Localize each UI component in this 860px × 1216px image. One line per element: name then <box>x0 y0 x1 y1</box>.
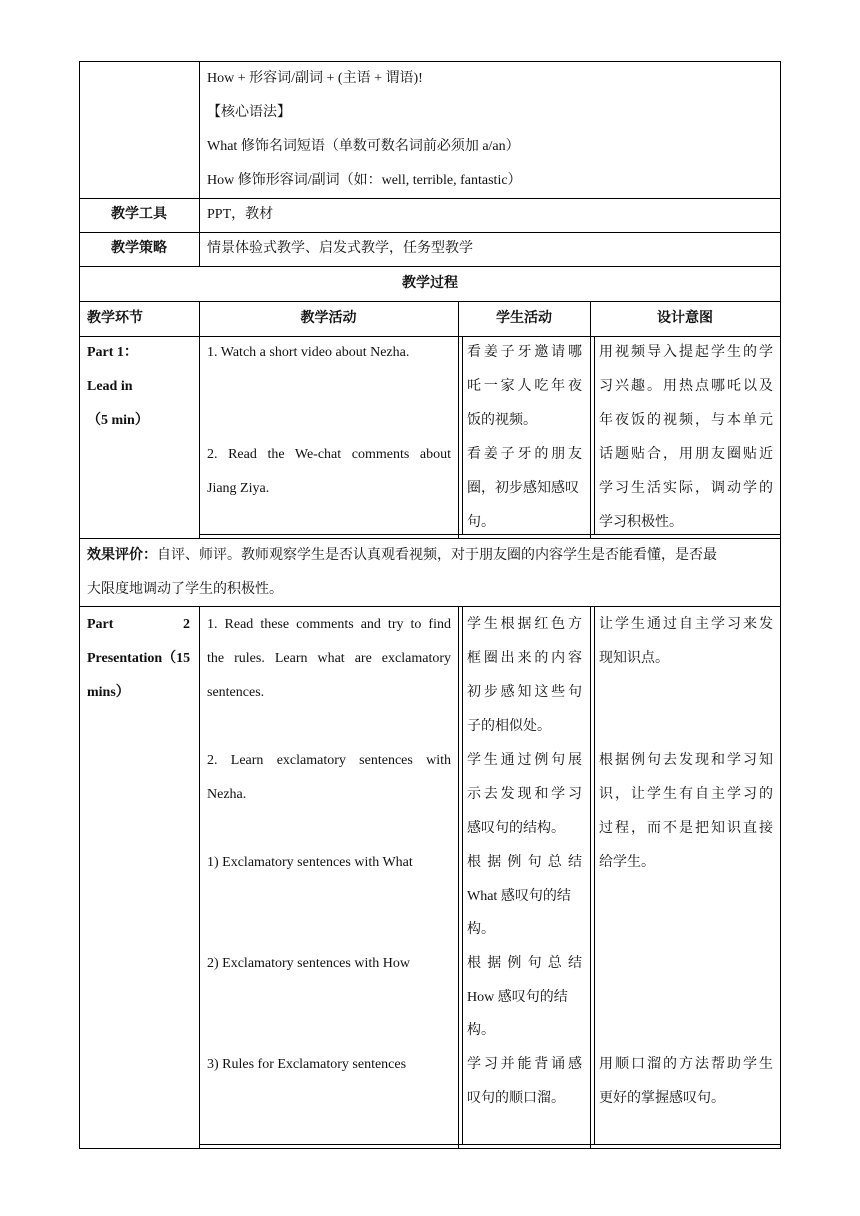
part2-stage: Part <box>87 617 114 632</box>
grid-line <box>458 606 459 1149</box>
grid-line <box>199 301 200 539</box>
grid-line <box>79 301 781 302</box>
grid-line <box>79 266 781 267</box>
grid-line <box>79 1148 781 1149</box>
part2-activity: Nezha. <box>207 787 247 802</box>
header-teacher-activity: 教学活动 <box>300 311 357 326</box>
part2-activity: 1. Read these comments and try to find <box>207 617 451 632</box>
part2-intent: 让学生通过自主学习来发 <box>599 617 773 632</box>
evaluation-text: 大限度地调动了学生的积极性。 <box>87 582 283 597</box>
part2-student: 子的相似处。 <box>467 719 551 734</box>
grid-line <box>462 606 463 1145</box>
evaluation-text: 自评、师评。教师观察学生是否认真观看视频，对于朋友圈的内容学生是否能看懂，是否最 <box>157 548 717 563</box>
part2-stage: Presentation（15 <box>87 651 191 666</box>
part1-stage: Part 1： <box>87 345 138 360</box>
grid-line <box>590 301 591 539</box>
grid-line <box>594 606 595 1145</box>
part2-intent: 识，让学生有自主学习的 <box>599 787 773 802</box>
part2-activity: 2) Exclamatory sentences with How <box>207 956 410 971</box>
part1-intent: 用视频导入提起学生的学 <box>599 345 773 360</box>
part2-intent: 根据例句去发现和学习知 <box>599 753 773 768</box>
part2-intent: 过程，而不是把知识直接 <box>599 821 773 836</box>
grid-line <box>199 534 781 535</box>
part2-student: 初步感知这些句 <box>467 685 582 700</box>
part2-activity: 1) Exclamatory sentences with What <box>207 855 413 870</box>
part2-student: 根据例句总结 <box>467 855 582 870</box>
tools-label: 教学工具 <box>111 207 167 222</box>
tools-value: PPT，教材 <box>207 207 274 222</box>
part2-intent: 现知识点。 <box>599 651 669 666</box>
part1-student: 圈，初步感知感叹 <box>467 481 579 496</box>
part1-student: 看姜子牙邀请哪 <box>467 345 582 360</box>
part1-intent: 年夜饭的视频，与本单元 <box>599 413 773 428</box>
part1-stage: Lead in <box>87 379 133 394</box>
part1-intent: 学习积极性。 <box>599 515 683 530</box>
part2-student: 示去发现和学习 <box>467 787 582 802</box>
process-title: 教学过程 <box>402 276 458 291</box>
part2-student: 学生根据红色方 <box>467 617 582 632</box>
grammar-line: How 修饰形容词/副词（如：well, terrible, fantastic） <box>207 173 522 188</box>
part2-student: 框圈出来的内容 <box>467 651 582 666</box>
grid-line <box>462 336 463 535</box>
strategy-label: 教学策略 <box>111 241 167 256</box>
part1-student: 吒一家人吃年夜 <box>467 379 582 394</box>
part1-activity: 1. Watch a short video about Nezha. <box>207 345 410 360</box>
part1-student: 看姜子牙的朋友 <box>467 447 582 462</box>
grid-line <box>79 336 781 337</box>
part2-intent: 给学生。 <box>599 855 655 870</box>
part2-intent: 更好的掌握感叹句。 <box>599 1091 725 1106</box>
part2-student: What 感叹句的结 <box>467 889 571 904</box>
part2-stage: mins） <box>87 685 130 700</box>
part1-stage: （5 min） <box>87 413 149 428</box>
part2-student: 根据例句总结 <box>467 956 582 971</box>
header-student-activity: 学生活动 <box>496 311 552 326</box>
grid-line <box>780 61 781 1149</box>
part2-student: 构。 <box>467 922 495 937</box>
part1-intent: 习兴趣。用热点哪吒以及 <box>599 379 773 394</box>
strategy-value: 情景体验式教学、启发式教学，任务型教学 <box>207 241 473 256</box>
part2-student: 学习并能背诵感 <box>467 1057 582 1072</box>
grid-line <box>79 606 781 607</box>
part1-intent: 学习生活实际，调动学的 <box>599 481 773 496</box>
part1-student: 句。 <box>467 515 495 530</box>
part1-student: 饭的视频。 <box>467 413 537 428</box>
grammar-line: What 修饰名词短语（单数可数名词前必须加 a/an） <box>207 139 520 154</box>
grid-line <box>199 606 200 1149</box>
part2-student: 叹句的顺口溜。 <box>467 1091 565 1106</box>
grid-line <box>79 232 781 233</box>
part1-activity: 2. Read the We-chat comments about <box>207 447 451 462</box>
part2-student: How 感叹句的结 <box>467 990 568 1005</box>
part2-student: 学生通过例句展 <box>467 753 582 768</box>
part2-intent: 用顺口溜的方法帮助学生 <box>599 1057 773 1072</box>
grid-line <box>79 538 781 539</box>
part2-student: 构。 <box>467 1023 495 1038</box>
part1-activity: Jiang Ziya. <box>207 481 270 496</box>
part2-student: 感叹句的结构。 <box>467 821 565 836</box>
header-stage: 教学环节 <box>87 311 143 326</box>
part2-activity: 2. Learn exclamatory sentences with <box>207 753 451 768</box>
part1-intent: 话题贴合，用朋友圈贴近 <box>599 447 773 462</box>
grid-line <box>199 61 200 267</box>
part2-activity: the rules. Learn what are exclamatory <box>207 651 451 666</box>
part2-activity: 3) Rules for Exclamatory sentences <box>207 1057 407 1072</box>
grid-line <box>458 301 459 539</box>
grammar-line: How + 形容词/副词 + (主语 + 谓语)! <box>207 71 423 86</box>
grammar-heading: 【核心语法】 <box>207 105 291 120</box>
evaluation-line <box>87 546 717 566</box>
evaluation-label: 效果评价： <box>87 548 157 563</box>
grid-line <box>199 1144 781 1145</box>
part2-stage: 2 <box>183 617 190 632</box>
grid-line <box>79 61 781 62</box>
grid-line <box>590 606 591 1149</box>
header-design-intent: 设计意图 <box>657 311 713 326</box>
grid-line <box>594 336 595 535</box>
part2-activity: sentences. <box>207 685 265 700</box>
grid-line <box>79 198 781 199</box>
